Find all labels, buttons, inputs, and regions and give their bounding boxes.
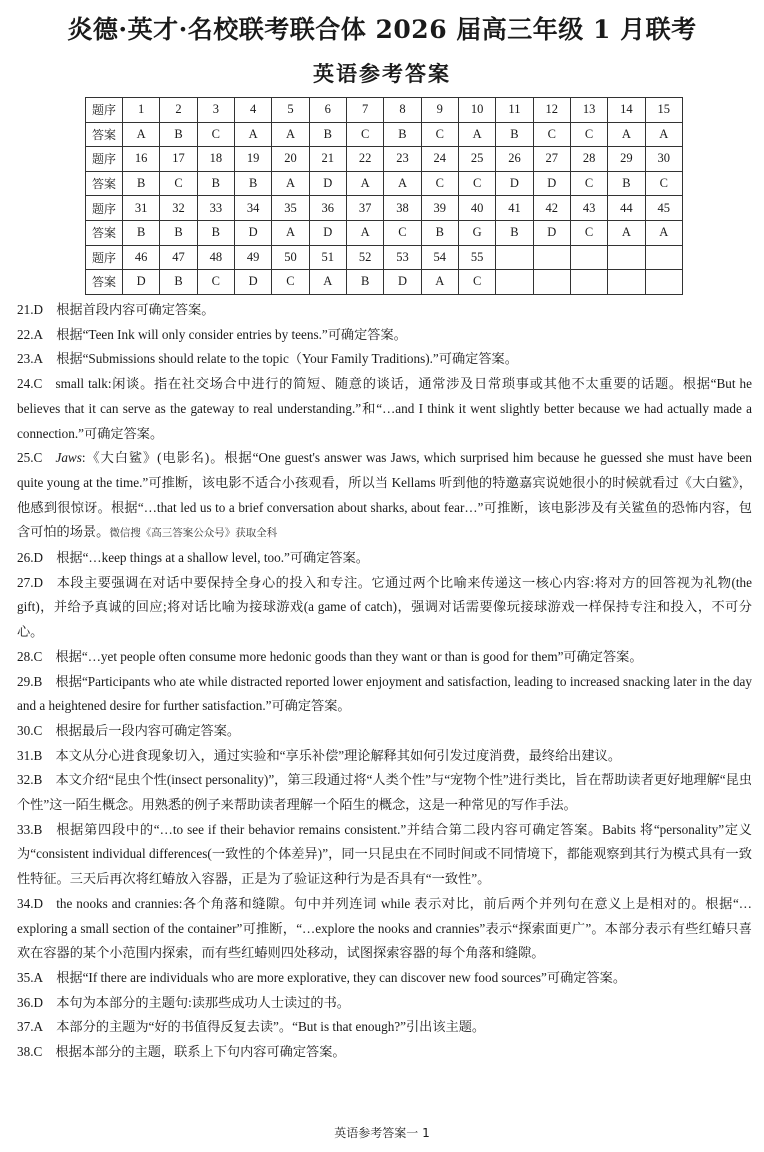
table-cell: 45 bbox=[645, 196, 682, 221]
question-number: 26.D bbox=[17, 550, 44, 566]
question-number: 21.D bbox=[17, 302, 44, 317]
table-cell: C bbox=[160, 171, 197, 196]
table-cell: A bbox=[272, 220, 309, 245]
table-cell: 28 bbox=[570, 147, 607, 172]
table-cell: D bbox=[234, 270, 271, 295]
table-cell: 49 bbox=[234, 245, 271, 270]
table-cell: C bbox=[197, 270, 234, 295]
table-cell bbox=[608, 270, 645, 295]
question-number: 30.C bbox=[17, 722, 43, 738]
table-cell: 11 bbox=[496, 98, 533, 123]
table-cell: D bbox=[496, 171, 533, 196]
row-label: 答案 bbox=[86, 220, 123, 245]
answer-explanation bbox=[17, 323, 752, 348]
exam-title: 炎德·英才·名校联考联合体 2026 届高三年级 1 月联考 bbox=[67, 15, 697, 44]
table-cell: 40 bbox=[458, 196, 495, 221]
table-cell: 41 bbox=[496, 196, 533, 221]
table-cell: A bbox=[421, 270, 458, 295]
answer-explanation bbox=[17, 991, 752, 1016]
table-cell: 2 bbox=[160, 98, 197, 123]
table-cell: 21 bbox=[309, 147, 346, 172]
explanation-text: 本文从分心进食现象切入，通过实验和“享乐补偿”理论解释其如何引发过度消费，最终给出建议。 bbox=[55, 747, 622, 763]
table-row bbox=[86, 147, 683, 172]
table-cell: B bbox=[496, 220, 533, 245]
table-cell: 14 bbox=[608, 98, 645, 123]
table-cell: 46 bbox=[123, 245, 160, 270]
table-cell: 42 bbox=[533, 196, 570, 221]
table-cell: 33 bbox=[197, 196, 234, 221]
table-cell: B bbox=[234, 171, 271, 196]
table-cell: 38 bbox=[384, 196, 421, 221]
question-number: 29.B bbox=[17, 673, 43, 689]
table-cell: D bbox=[384, 270, 421, 295]
explanation-text: 本文介绍“昆虫个性(insect personality)”，第三段通过将“人类个性”与“宠物个性”进行类比，旨在帮助读者更好地理解“昆虫个性”这一陌生概念。用熟悉的例子来帮助读者理解一个陌生的概念，这是一种常见的写作手法。 bbox=[17, 772, 752, 813]
table-cell: B bbox=[421, 220, 458, 245]
table-cell: A bbox=[608, 122, 645, 147]
table-cell: B bbox=[197, 220, 234, 245]
table-cell: A bbox=[346, 171, 383, 196]
answer-explanation bbox=[17, 347, 752, 372]
table-cell: A bbox=[346, 220, 383, 245]
table-cell: 22 bbox=[346, 147, 383, 172]
question-number: 35.A bbox=[17, 969, 44, 985]
question-number: 31.B bbox=[17, 747, 43, 763]
table-cell: 6 bbox=[309, 98, 346, 123]
answer-explanation bbox=[17, 546, 752, 571]
answer-explanation bbox=[17, 571, 752, 645]
table-cell: D bbox=[309, 220, 346, 245]
table-cell: A bbox=[272, 171, 309, 196]
table-cell: 29 bbox=[608, 147, 645, 172]
explanation-text: 本段主要强调在对话中要保持全身心的投入和专注。它通过两个比喻来传递这一核心内容:将对方的回答视为礼物(the gift)，并给予真诚的回应;将对话比喻为接球游戏(a game of catch)，强调对话需要像玩接球游戏一样保持专注和投入，不可分心。 bbox=[17, 574, 752, 640]
table-cell: 27 bbox=[533, 147, 570, 172]
question-number: 27.D bbox=[17, 574, 44, 590]
table-cell: 48 bbox=[197, 245, 234, 270]
table-cell: A bbox=[608, 220, 645, 245]
answer-explanation bbox=[17, 372, 752, 446]
table-cell: B bbox=[123, 220, 160, 245]
table-cell: C bbox=[458, 171, 495, 196]
answer-explanation bbox=[17, 1015, 752, 1040]
question-number: 23.A bbox=[17, 351, 44, 367]
table-cell: D bbox=[234, 220, 271, 245]
table-cell: 1 bbox=[123, 98, 160, 123]
table-cell: C bbox=[421, 122, 458, 147]
table-cell bbox=[645, 270, 682, 295]
question-number: 22.A bbox=[17, 326, 44, 342]
table-cell: 5 bbox=[272, 98, 309, 123]
table-cell: C bbox=[533, 122, 570, 147]
row-label: 答案 bbox=[86, 171, 123, 196]
table-cell: A bbox=[272, 122, 309, 147]
table-cell: G bbox=[458, 220, 495, 245]
table-cell: B bbox=[123, 171, 160, 196]
table-cell: 7 bbox=[346, 98, 383, 123]
table-cell: C bbox=[346, 122, 383, 147]
table-cell: B bbox=[160, 220, 197, 245]
answer-explanation bbox=[17, 298, 752, 323]
explanation-text: 根据最后一段内容可确定答案。 bbox=[55, 722, 241, 738]
answer-explanation bbox=[17, 818, 752, 892]
table-cell bbox=[533, 270, 570, 295]
table-cell: C bbox=[272, 270, 309, 295]
explanation-text: 根据首段内容可确定答案。 bbox=[56, 302, 215, 317]
table-cell: A bbox=[384, 171, 421, 196]
question-number: 34.D bbox=[17, 895, 44, 911]
table-cell: B bbox=[160, 122, 197, 147]
table-cell: 55 bbox=[458, 245, 495, 270]
table-cell: 15 bbox=[645, 98, 682, 123]
table-cell: 16 bbox=[123, 147, 160, 172]
explanation-list bbox=[17, 298, 752, 1065]
table-cell: A bbox=[458, 122, 495, 147]
explanation-text: 根据“Participants who ate while distracted reported lower enjoyment and satisfaction, leading to increased snacking later in the day and a heightened desire for further satisfaction.”可确定答案。 bbox=[17, 673, 752, 714]
table-row bbox=[86, 270, 683, 295]
explanation-text: :《大白鲨》(电影名)。根据“One guest's answer was Jaws, which surprised him because he guessed she must have been quite young at the time.”可推断，该电影不适合小孩观看，所以当 Kellams 听到他的特邀嘉宾说她很小的时候就看过《大白鲨》，他感到很惊讶。根据“…that led us to a brief conversation about sharks, about fear…”可推断，该电影涉及有关鲨鱼的恐怖内容，包含可怕的场景。 bbox=[17, 450, 752, 540]
table-cell: C bbox=[570, 122, 607, 147]
table-cell bbox=[570, 270, 607, 295]
table-cell: 8 bbox=[384, 98, 421, 123]
table-cell: D bbox=[533, 220, 570, 245]
explanation-text: 本部分的主题为“好的书值得反复去读”。“But is that enough?”引出该主题。 bbox=[56, 1019, 486, 1035]
table-cell: B bbox=[160, 270, 197, 295]
table-row bbox=[86, 122, 683, 147]
table-row bbox=[86, 196, 683, 221]
explanation-text: 根据“Teen Ink will only consider entries by teens.”可确定答案。 bbox=[56, 326, 407, 342]
table-cell: C bbox=[421, 171, 458, 196]
table-cell: D bbox=[123, 270, 160, 295]
table-cell: A bbox=[645, 220, 682, 245]
table-cell: B bbox=[197, 171, 234, 196]
row-label: 题序 bbox=[86, 245, 123, 270]
table-cell: 25 bbox=[458, 147, 495, 172]
question-number: 28.C bbox=[17, 648, 43, 664]
table-row bbox=[86, 98, 683, 123]
table-cell: 18 bbox=[197, 147, 234, 172]
table-cell: 3 bbox=[197, 98, 234, 123]
table-cell: 32 bbox=[160, 196, 197, 221]
row-label: 题序 bbox=[86, 196, 123, 221]
table-cell: 50 bbox=[272, 245, 309, 270]
table-cell: C bbox=[458, 270, 495, 295]
table-cell: A bbox=[234, 122, 271, 147]
table-cell: 24 bbox=[421, 147, 458, 172]
question-number: 38.C bbox=[17, 1044, 43, 1060]
table-row bbox=[86, 171, 683, 196]
table-cell: 30 bbox=[645, 147, 682, 172]
answer-explanation bbox=[17, 645, 752, 670]
table-cell: 47 bbox=[160, 245, 197, 270]
table-cell: D bbox=[533, 171, 570, 196]
answer-explanation bbox=[17, 768, 752, 817]
table-cell: 23 bbox=[384, 147, 421, 172]
explanation-text: 根据第四段中的“…to see if their behavior remains consistent.”并结合第二段内容可确定答案。Babits 将“personality”定义为“consistent individual differences(一致性的个体差异)”，同一只昆虫在不同时间或不同情境下，都能观察到其行为模式具有一致性特征。三天后再次将红蝽放入容器，正是为了验证这种行为是否具有“一致性”。 bbox=[17, 821, 752, 887]
table-cell: 12 bbox=[533, 98, 570, 123]
table-cell: A bbox=[123, 122, 160, 147]
explanation-text: 本句为本部分的主题句:读那些成功人士读过的书。 bbox=[56, 994, 350, 1010]
answer-explanation bbox=[17, 670, 752, 719]
table-cell: B bbox=[346, 270, 383, 295]
table-cell: 36 bbox=[309, 196, 346, 221]
table-cell: 13 bbox=[570, 98, 607, 123]
table-cell: 52 bbox=[346, 245, 383, 270]
table-cell: A bbox=[309, 270, 346, 295]
question-number: 37.A bbox=[17, 1019, 44, 1035]
table-cell: 17 bbox=[160, 147, 197, 172]
row-label: 题序 bbox=[86, 98, 123, 123]
page-subtitle: 英语参考答案 bbox=[313, 61, 451, 86]
table-cell: 20 bbox=[272, 147, 309, 172]
table-cell: 31 bbox=[123, 196, 160, 221]
answer-explanation bbox=[17, 1040, 752, 1065]
question-number: 24.C bbox=[17, 376, 43, 392]
question-number: 33.B bbox=[17, 821, 43, 837]
table-cell: 53 bbox=[384, 245, 421, 270]
table-cell: 54 bbox=[421, 245, 458, 270]
explanation-text: the nooks and crannies:各个角落和缝隙。句中并列连词 while 表示对比，前后两个并列句在意义上是相对的。根据“…exploring a small section of the container”可推断，“…explore the nooks and crannies”表示“探索面更广”。本部分表示有些红蝽只喜欢在容器的某个小范围内探索，而有些红蝽则四处移动，试图探索容器的每个角落和缝隙。 bbox=[17, 895, 752, 961]
question-number: 32.B bbox=[17, 772, 43, 788]
row-label: 答案 bbox=[86, 270, 123, 295]
table-cell: 19 bbox=[234, 147, 271, 172]
table-cell: D bbox=[309, 171, 346, 196]
explanation-text: small talk:闲谈。指在社交场合中进行的简短、随意的谈话，通常涉及日常琐事或其他不太重要的话题。根据“But he believes that it can serve as the gateway to real understanding.”和“…and I think it went slightly better because we had actually made a connection.”可确定答案。 bbox=[17, 376, 752, 441]
table-cell: C bbox=[384, 220, 421, 245]
table-cell bbox=[570, 245, 607, 270]
table-cell bbox=[608, 245, 645, 270]
table-cell: B bbox=[608, 171, 645, 196]
answer-explanation bbox=[17, 892, 752, 966]
table-cell bbox=[533, 245, 570, 270]
table-cell: C bbox=[645, 171, 682, 196]
table-cell: C bbox=[197, 122, 234, 147]
table-row bbox=[86, 220, 683, 245]
table-cell: 43 bbox=[570, 196, 607, 221]
explanation-text: 根据“Submissions should relate to the topic（Your Family Traditions).”可确定答案。 bbox=[56, 351, 518, 367]
table-cell bbox=[645, 245, 682, 270]
table-cell: 34 bbox=[234, 196, 271, 221]
answer-table bbox=[85, 97, 683, 295]
table-cell: 10 bbox=[458, 98, 495, 123]
answer-explanation bbox=[17, 446, 752, 546]
table-row bbox=[86, 245, 683, 270]
table-cell: 4 bbox=[234, 98, 271, 123]
answer-explanation bbox=[17, 966, 752, 991]
answer-explanation bbox=[17, 744, 752, 769]
watermark-text: 微信搜《高三答案公众号》获取全科 bbox=[109, 527, 278, 540]
explanation-text: 根据“…yet people often consume more hedonic goods than they want or than is good for them”可确定答案。 bbox=[55, 648, 643, 664]
italic-term: Jaws bbox=[55, 450, 82, 466]
explanation-text: 根据“…keep things at a shallow level, too.”可确定答案。 bbox=[56, 550, 369, 566]
table-cell: B bbox=[309, 122, 346, 147]
row-label: 答案 bbox=[86, 122, 123, 147]
table-cell: 51 bbox=[309, 245, 346, 270]
table-cell: 39 bbox=[421, 196, 458, 221]
table-cell: 35 bbox=[272, 196, 309, 221]
table-cell: B bbox=[384, 122, 421, 147]
table-cell: C bbox=[570, 171, 607, 196]
table-cell: C bbox=[570, 220, 607, 245]
table-cell: 26 bbox=[496, 147, 533, 172]
explanation-text: 根据“If there are individuals who are more explorative, they can discover new food sources”可确定答案。 bbox=[56, 969, 627, 985]
page-footer: 英语参考答案一 1 bbox=[334, 1126, 430, 1140]
table-cell bbox=[496, 270, 533, 295]
table-cell bbox=[496, 245, 533, 270]
explanation-text: 根据本部分的主题，联系上下句内容可确定答案。 bbox=[55, 1044, 346, 1060]
answer-explanation bbox=[17, 719, 752, 744]
table-cell: B bbox=[496, 122, 533, 147]
table-cell: 37 bbox=[346, 196, 383, 221]
table-cell: 9 bbox=[421, 98, 458, 123]
row-label: 题序 bbox=[86, 147, 123, 172]
table-cell: 44 bbox=[608, 196, 645, 221]
question-number: 25.C bbox=[17, 450, 43, 466]
question-number: 36.D bbox=[17, 994, 44, 1010]
table-cell: A bbox=[645, 122, 682, 147]
